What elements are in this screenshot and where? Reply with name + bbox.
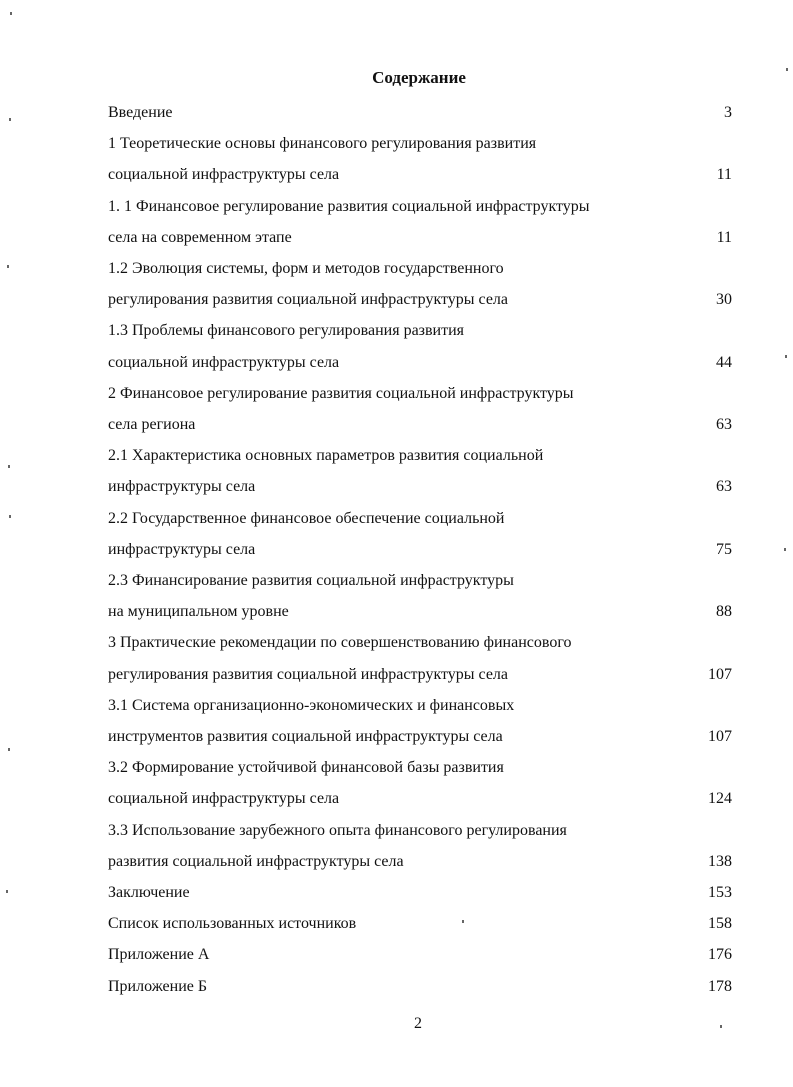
toc-entry-conclusion — [108, 877, 732, 908]
toc-entry-page: 153 — [708, 884, 732, 902]
toc-entry-page: 63 — [716, 478, 732, 496]
toc-entry-section-3-3 — [108, 815, 732, 877]
toc-entry-section-3-2 — [108, 752, 732, 814]
toc-entry-line: инфраструктуры села — [108, 478, 256, 496]
toc-entry-page: 124 — [708, 790, 732, 808]
scan-speck — [785, 355, 787, 358]
toc-entry-page: 178 — [708, 977, 732, 995]
toc-entry-line: Список использованных источников — [108, 915, 357, 933]
toc-entry-section-3-1 — [108, 690, 732, 752]
toc-entry-line: регулирования развития социальной инфраструктуры села — [108, 291, 509, 309]
page-title: Содержание — [372, 68, 466, 87]
scan-speck — [784, 548, 786, 551]
toc-entry-line: инструментов развития социальной инфраструктуры села — [108, 728, 503, 746]
toc-entry-chapter-2 — [108, 378, 732, 440]
toc-entry-line: 3.3 Использование зарубежного опыта финансового регулирования — [108, 821, 567, 839]
toc-entry-page: 158 — [708, 915, 732, 933]
toc-entry-section-2-1 — [108, 440, 732, 502]
toc-entry-line: 3.2 Формирование устойчивой финансовой базы развития — [108, 759, 504, 777]
toc-entry-introduction — [108, 97, 732, 128]
scan-speck — [786, 68, 788, 71]
toc-entry-page: 107 — [708, 728, 732, 746]
toc-entry-line: социальной инфраструктуры села — [108, 166, 340, 184]
page-number: 2 — [414, 1015, 422, 1032]
toc-entry-page: 75 — [716, 540, 732, 558]
scan-speck — [9, 515, 11, 518]
toc-entry-page: 44 — [716, 353, 732, 371]
toc-entry-line: Приложение Б — [108, 977, 208, 995]
toc-entry-line: 3 Практические рекомендации по совершенствованию финансового — [108, 634, 572, 652]
toc-entry-line: инфраструктуры села — [108, 540, 256, 558]
toc-entry-line: села на современном этапе — [108, 228, 292, 246]
toc-entry-section-1-2 — [108, 253, 732, 315]
scan-speck — [6, 890, 8, 893]
toc-entry-section-1-1 — [108, 191, 732, 253]
toc-entry-line: 1.3 Проблемы финансового регулирования развития — [108, 322, 465, 340]
toc-entry-line: Введение — [108, 104, 173, 121]
toc-entry-line: 1 Теоретические основы финансового регулирования развития — [108, 135, 537, 153]
toc-entry-line: на муниципальном уровне — [108, 603, 289, 621]
scan-speck — [462, 920, 464, 923]
scan-speck — [720, 1025, 722, 1028]
toc-entry-line: Заключение — [108, 884, 190, 902]
toc-entry-references — [108, 908, 732, 939]
toc-entry-line: 1.2 Эволюция системы, форм и методов государственного — [108, 260, 504, 278]
toc-entry-page: 11 — [716, 228, 732, 246]
toc-entry-line: 1. 1 Финансовое регулирование развития социальной инфраструктуры — [108, 197, 590, 215]
toc-entry-line: 3.1 Система организационно-экономических и финансовых — [108, 696, 515, 714]
toc-entry-page: 138 — [708, 852, 732, 870]
toc-entry-page: 30 — [716, 291, 732, 309]
toc-entry-line: села региона — [108, 416, 196, 434]
toc-entry-page: 176 — [708, 946, 732, 964]
toc-entry-section-2-2 — [108, 503, 732, 565]
scan-speck — [10, 12, 12, 15]
toc-entry-page: 107 — [708, 665, 732, 683]
scan-speck — [8, 748, 10, 751]
toc-entry-chapter-1 — [108, 128, 732, 190]
table-of-contents — [108, 97, 732, 1002]
toc-entry-section-1-3 — [108, 315, 732, 377]
toc-entry-line: Приложение А — [108, 946, 210, 964]
toc-entry-line: 2.3 Финансирование развития социальной инфраструктуры — [108, 572, 514, 590]
scan-speck — [7, 265, 9, 268]
toc-entry-line: 2 Финансовое регулирование развития социальной инфраструктуры — [108, 384, 574, 402]
toc-entry-appendix-b — [108, 971, 732, 1002]
scan-speck — [9, 118, 11, 121]
toc-entry-page: 88 — [716, 603, 732, 621]
toc-entry-line: регулирования развития социальной инфраструктуры села — [108, 665, 509, 683]
toc-entry-line: развития социальной инфраструктуры села — [108, 852, 404, 870]
toc-entry-page: 3 — [724, 104, 732, 121]
toc-entry-page: 63 — [716, 416, 732, 434]
toc-entry-section-2-3 — [108, 565, 732, 627]
scan-speck — [8, 465, 10, 468]
toc-entry-line: социальной инфраструктуры села — [108, 353, 340, 371]
toc-entry-line: социальной инфраструктуры села — [108, 790, 340, 808]
toc-entry-chapter-3 — [108, 627, 732, 689]
toc-entry-line: 2.2 Государственное финансовое обеспечение социальной — [108, 509, 505, 527]
toc-entry-appendix-a — [108, 939, 732, 970]
toc-entry-page: 11 — [716, 166, 732, 184]
toc-entry-line: 2.1 Характеристика основных параметров развития социальной — [108, 447, 544, 465]
